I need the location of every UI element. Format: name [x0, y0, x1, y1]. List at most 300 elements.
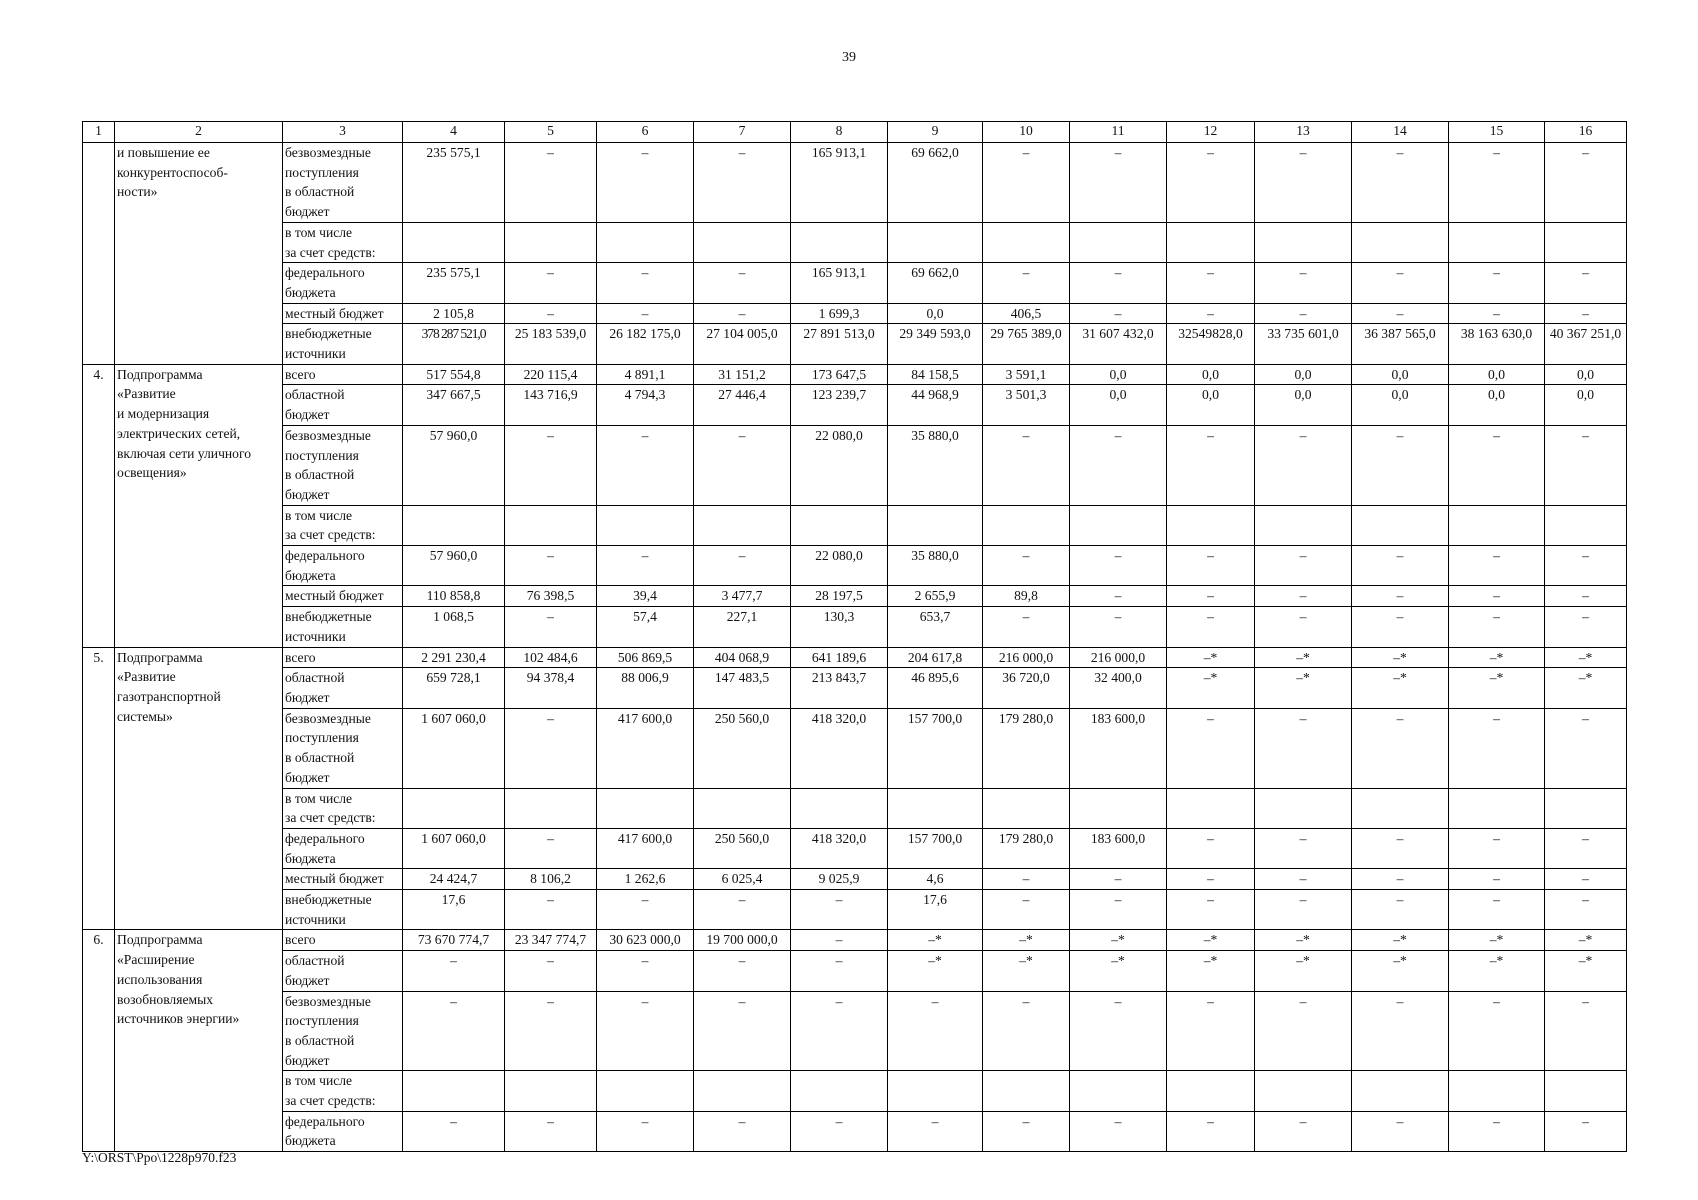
value-cell — [403, 788, 505, 828]
value-cell: 179 280,0 — [983, 828, 1070, 868]
value-cell: – — [1070, 1111, 1167, 1151]
funding-source-label: всего — [283, 647, 403, 668]
value-cell: – — [1352, 586, 1449, 607]
value-cell: –* — [1545, 647, 1627, 668]
value-cell: – — [505, 708, 597, 788]
column-number-header: 1 — [83, 122, 115, 143]
value-cell: – — [1545, 828, 1627, 868]
value-cell: 659 728,1 — [403, 668, 505, 708]
value-cell: 250 560,0 — [694, 828, 791, 868]
funding-source-label: внебюджетные источники — [283, 324, 403, 364]
value-cell — [694, 1071, 791, 1111]
value-cell: – — [505, 951, 597, 991]
value-cell: 22 080,0 — [791, 546, 888, 586]
value-cell — [403, 222, 505, 262]
funding-source-label: безвозмездные поступления в областной бюджет — [283, 143, 403, 223]
value-cell: 1 262,6 — [597, 869, 694, 890]
value-cell: 3 477,7 — [694, 586, 791, 607]
value-cell: – — [983, 143, 1070, 223]
value-cell: 417 600,0 — [597, 828, 694, 868]
value-cell: 27 891 513,0 — [791, 324, 888, 364]
value-cell: 165 913,1 — [791, 143, 888, 223]
value-cell: –* — [1449, 930, 1545, 951]
value-cell: 33 735 601,0 — [1255, 324, 1352, 364]
value-cell — [1255, 222, 1352, 262]
funding-source-label: областной бюджет — [283, 951, 403, 991]
value-cell: 30 623 000,0 — [597, 930, 694, 951]
table-row — [83, 263, 1627, 303]
value-cell: 76 398,5 — [505, 586, 597, 607]
subprogram-number: 4. — [83, 364, 115, 647]
table-row — [83, 647, 1627, 668]
value-cell: – — [1545, 991, 1627, 1071]
value-cell: –* — [1070, 951, 1167, 991]
value-cell: 143 716,9 — [505, 385, 597, 425]
value-cell: 378 287 521,0 — [403, 324, 505, 364]
value-cell: – — [1255, 890, 1352, 930]
value-cell: –* — [1167, 930, 1255, 951]
value-cell: – — [983, 1111, 1070, 1151]
value-cell: 216 000,0 — [1070, 647, 1167, 668]
value-cell — [1070, 1071, 1167, 1111]
value-cell: 235 575,1 — [403, 143, 505, 223]
value-cell — [597, 788, 694, 828]
value-cell: 1 607 060,0 — [403, 708, 505, 788]
value-cell: – — [1255, 708, 1352, 788]
value-cell: –* — [1352, 647, 1449, 668]
column-number-header: 16 — [1545, 122, 1627, 143]
value-cell: 0,0 — [1167, 364, 1255, 385]
value-cell: – — [1070, 586, 1167, 607]
value-cell: – — [1545, 869, 1627, 890]
column-number-header: 13 — [1255, 122, 1352, 143]
value-cell: – — [1070, 143, 1167, 223]
value-cell: – — [1255, 869, 1352, 890]
column-number-header: 11 — [1070, 122, 1167, 143]
value-cell: – — [694, 425, 791, 505]
value-cell: – — [694, 1111, 791, 1151]
funding-source-label: местный бюджет — [283, 586, 403, 607]
value-cell: – — [1449, 425, 1545, 505]
value-cell: – — [791, 930, 888, 951]
value-cell: – — [1070, 303, 1167, 324]
value-cell: 213 843,7 — [791, 668, 888, 708]
value-cell — [1070, 505, 1167, 545]
value-cell: 227,1 — [694, 607, 791, 647]
value-cell: – — [1352, 890, 1449, 930]
value-cell — [1545, 222, 1627, 262]
value-cell: 110 858,8 — [403, 586, 505, 607]
header-row — [83, 122, 1627, 143]
value-cell — [983, 505, 1070, 545]
value-cell — [791, 222, 888, 262]
table-row — [83, 708, 1627, 788]
value-cell: – — [1352, 303, 1449, 324]
value-cell: 406,5 — [983, 303, 1070, 324]
table-row — [83, 788, 1627, 828]
value-cell: – — [791, 991, 888, 1071]
value-cell: 39,4 — [597, 586, 694, 607]
value-cell: 2 655,9 — [888, 586, 983, 607]
value-cell: – — [1449, 991, 1545, 1071]
value-cell: 165 913,1 — [791, 263, 888, 303]
value-cell: –* — [888, 951, 983, 991]
value-cell: – — [694, 143, 791, 223]
value-cell: – — [403, 1111, 505, 1151]
value-cell — [1449, 505, 1545, 545]
value-cell: – — [1167, 425, 1255, 505]
value-cell: – — [1352, 991, 1449, 1071]
value-cell: – — [1449, 1111, 1545, 1151]
value-cell: 57 960,0 — [403, 425, 505, 505]
value-cell: 147 483,5 — [694, 668, 791, 708]
value-cell: 418 320,0 — [791, 828, 888, 868]
file-path-footer: Y:\ORST\Ppo\1228p970.f23 — [82, 1150, 237, 1165]
value-cell — [1352, 505, 1449, 545]
value-cell: 89,8 — [983, 586, 1070, 607]
value-cell: 1 607 060,0 — [403, 828, 505, 868]
value-cell: 250 560,0 — [694, 708, 791, 788]
column-number-header: 5 — [505, 122, 597, 143]
value-cell: –* — [1167, 951, 1255, 991]
value-cell: 4 794,3 — [597, 385, 694, 425]
value-cell: 0,0 — [1352, 364, 1449, 385]
value-cell: – — [505, 890, 597, 930]
value-cell: 130,3 — [791, 607, 888, 647]
table-row — [83, 222, 1627, 262]
value-cell — [888, 788, 983, 828]
value-cell: – — [505, 991, 597, 1071]
value-cell: 0,0 — [1070, 385, 1167, 425]
value-cell: 69 662,0 — [888, 143, 983, 223]
column-number-header: 10 — [983, 122, 1070, 143]
funding-source-label: в том числе за счет средств: — [283, 1071, 403, 1111]
value-cell — [597, 505, 694, 545]
value-cell: –* — [1255, 647, 1352, 668]
value-cell: 57 960,0 — [403, 546, 505, 586]
subprogram-number: 6. — [83, 930, 115, 1152]
value-cell: 179 280,0 — [983, 708, 1070, 788]
value-cell: – — [597, 425, 694, 505]
value-cell: – — [983, 869, 1070, 890]
value-cell: – — [1070, 425, 1167, 505]
value-cell: – — [1545, 890, 1627, 930]
value-cell: –* — [1255, 668, 1352, 708]
value-cell: 25 183 539,0 — [505, 324, 597, 364]
value-cell — [791, 788, 888, 828]
value-cell: – — [1545, 586, 1627, 607]
value-cell: 28 197,5 — [791, 586, 888, 607]
value-cell: – — [1449, 890, 1545, 930]
value-cell: 0,0 — [1545, 364, 1627, 385]
table-row — [83, 991, 1627, 1071]
value-cell: –* — [1545, 668, 1627, 708]
funding-source-label: федерального бюджета — [283, 546, 403, 586]
value-cell: 24 424,7 — [403, 869, 505, 890]
value-cell — [1255, 505, 1352, 545]
value-cell: – — [983, 546, 1070, 586]
value-cell: – — [505, 425, 597, 505]
value-cell: – — [1255, 1111, 1352, 1151]
value-cell — [1449, 222, 1545, 262]
value-cell: 204 617,8 — [888, 647, 983, 668]
table-row — [83, 828, 1627, 868]
table-row — [83, 930, 1627, 951]
value-cell: –* — [983, 930, 1070, 951]
value-cell: 19 700 000,0 — [694, 930, 791, 951]
column-number-header: 4 — [403, 122, 505, 143]
value-cell — [505, 505, 597, 545]
column-number-header: 6 — [597, 122, 694, 143]
value-cell: – — [1352, 546, 1449, 586]
value-cell: 0,0 — [1255, 364, 1352, 385]
value-cell: 506 869,5 — [597, 647, 694, 668]
subprogram-number — [83, 143, 115, 365]
value-cell: – — [597, 991, 694, 1071]
subprogram-name: Подпрограмма «Развитие и модернизация электрических сетей, включая сети уличного освещения» — [115, 364, 283, 647]
value-cell: 418 320,0 — [791, 708, 888, 788]
value-cell: – — [1167, 708, 1255, 788]
value-cell: –* — [1449, 951, 1545, 991]
value-cell: –* — [1167, 647, 1255, 668]
value-cell — [983, 1071, 1070, 1111]
value-cell — [1255, 788, 1352, 828]
value-cell: –* — [1352, 668, 1449, 708]
value-cell: – — [983, 263, 1070, 303]
value-cell: 0,0 — [1167, 385, 1255, 425]
value-cell — [1167, 222, 1255, 262]
funding-source-label: местный бюджет — [283, 303, 403, 324]
column-number-header: 3 — [283, 122, 403, 143]
value-cell: 36 720,0 — [983, 668, 1070, 708]
value-cell — [791, 1071, 888, 1111]
value-cell: – — [1070, 263, 1167, 303]
value-cell: – — [1167, 869, 1255, 890]
value-cell: – — [505, 263, 597, 303]
value-cell: 0,0 — [1545, 385, 1627, 425]
value-cell: – — [983, 425, 1070, 505]
value-cell: – — [1167, 1111, 1255, 1151]
table-row — [83, 505, 1627, 545]
value-cell — [1545, 505, 1627, 545]
value-cell: – — [1070, 890, 1167, 930]
value-cell: – — [505, 1111, 597, 1151]
value-cell: – — [1545, 708, 1627, 788]
value-cell: 6 025,4 — [694, 869, 791, 890]
value-cell: 517 554,8 — [403, 364, 505, 385]
funding-source-label: в том числе за счет средств: — [283, 788, 403, 828]
value-cell: – — [888, 991, 983, 1071]
value-cell: 17,6 — [888, 890, 983, 930]
value-cell: –* — [1352, 951, 1449, 991]
value-cell: – — [1545, 263, 1627, 303]
value-cell: – — [1070, 546, 1167, 586]
value-cell: – — [505, 303, 597, 324]
value-cell: – — [1545, 303, 1627, 324]
value-cell: 22 080,0 — [791, 425, 888, 505]
value-cell — [1255, 1071, 1352, 1111]
value-cell: 26 182 175,0 — [597, 324, 694, 364]
table-row — [83, 951, 1627, 991]
value-cell: –* — [888, 930, 983, 951]
value-cell: – — [597, 890, 694, 930]
value-cell: 8 106,2 — [505, 869, 597, 890]
value-cell: 235 575,1 — [403, 263, 505, 303]
value-cell — [403, 1071, 505, 1111]
value-cell: 641 189,6 — [791, 647, 888, 668]
value-cell: 653,7 — [888, 607, 983, 647]
subprogram-number: 5. — [83, 647, 115, 930]
value-cell: – — [694, 303, 791, 324]
value-cell: 2 291 230,4 — [403, 647, 505, 668]
value-cell: 31 607 432,0 — [1070, 324, 1167, 364]
value-cell: –* — [1167, 668, 1255, 708]
value-cell: – — [1352, 828, 1449, 868]
value-cell: – — [1255, 263, 1352, 303]
value-cell: 0,0 — [1449, 364, 1545, 385]
table-row — [83, 890, 1627, 930]
value-cell: – — [1167, 303, 1255, 324]
value-cell: 94 378,4 — [505, 668, 597, 708]
value-cell: 32549828,0 — [1167, 324, 1255, 364]
value-cell: – — [597, 263, 694, 303]
value-cell: 404 068,9 — [694, 647, 791, 668]
value-cell: 157 700,0 — [888, 828, 983, 868]
funding-source-label: внебюджетные источники — [283, 607, 403, 647]
value-cell: – — [505, 546, 597, 586]
value-cell: 3 591,1 — [983, 364, 1070, 385]
value-cell: – — [983, 607, 1070, 647]
funding-source-label: федерального бюджета — [283, 263, 403, 303]
value-cell: 102 484,6 — [505, 647, 597, 668]
value-cell — [1449, 788, 1545, 828]
column-number-header: 15 — [1449, 122, 1545, 143]
table-row — [83, 324, 1627, 364]
value-cell: 40 367 251,0 — [1545, 324, 1627, 364]
value-cell: – — [1352, 607, 1449, 647]
column-number-header: 7 — [694, 122, 791, 143]
value-cell: – — [983, 991, 1070, 1071]
value-cell: – — [888, 1111, 983, 1151]
value-cell: – — [1255, 303, 1352, 324]
value-cell — [1545, 1071, 1627, 1111]
table-row — [83, 586, 1627, 607]
table-row — [83, 869, 1627, 890]
value-cell: 35 880,0 — [888, 546, 983, 586]
table-row — [83, 607, 1627, 647]
column-number-header: 9 — [888, 122, 983, 143]
table-row — [83, 143, 1627, 223]
value-cell: 88 006,9 — [597, 668, 694, 708]
value-cell: 27 104 005,0 — [694, 324, 791, 364]
value-cell — [1352, 788, 1449, 828]
value-cell — [505, 222, 597, 262]
table-row — [83, 546, 1627, 586]
value-cell: – — [694, 546, 791, 586]
value-cell — [1352, 1071, 1449, 1111]
value-cell: – — [791, 890, 888, 930]
value-cell: –* — [1070, 930, 1167, 951]
value-cell: 2 105,8 — [403, 303, 505, 324]
value-cell: –* — [1449, 668, 1545, 708]
value-cell: –* — [1449, 647, 1545, 668]
value-cell: – — [1449, 586, 1545, 607]
value-cell: – — [597, 303, 694, 324]
value-cell — [1449, 1071, 1545, 1111]
budget-table — [82, 121, 1627, 1152]
value-cell: 123 239,7 — [791, 385, 888, 425]
value-cell — [1545, 788, 1627, 828]
value-cell: – — [1167, 890, 1255, 930]
value-cell: –* — [1545, 930, 1627, 951]
value-cell: 183 600,0 — [1070, 708, 1167, 788]
value-cell: – — [1167, 828, 1255, 868]
value-cell: 417 600,0 — [597, 708, 694, 788]
value-cell: 36 387 565,0 — [1352, 324, 1449, 364]
value-cell: 0,0 — [1070, 364, 1167, 385]
value-cell: – — [1449, 708, 1545, 788]
value-cell: 29 765 389,0 — [983, 324, 1070, 364]
value-cell: – — [1449, 143, 1545, 223]
value-cell: – — [597, 951, 694, 991]
value-cell: – — [694, 890, 791, 930]
page-number: 39 — [842, 50, 856, 65]
value-cell — [888, 1071, 983, 1111]
value-cell — [505, 788, 597, 828]
value-cell: 4 891,1 — [597, 364, 694, 385]
value-cell: 347 667,5 — [403, 385, 505, 425]
value-cell — [1167, 788, 1255, 828]
value-cell: 220 115,4 — [505, 364, 597, 385]
subprogram-name: Подпрограмма «Развитие газотранспортной системы» — [115, 647, 283, 930]
value-cell: 38 163 630,0 — [1449, 324, 1545, 364]
value-cell — [791, 505, 888, 545]
funding-source-label: федерального бюджета — [283, 828, 403, 868]
value-cell — [1167, 1071, 1255, 1111]
value-cell: 57,4 — [597, 607, 694, 647]
value-cell: – — [505, 828, 597, 868]
value-cell: – — [983, 890, 1070, 930]
value-cell: – — [1449, 607, 1545, 647]
value-cell: – — [694, 991, 791, 1071]
value-cell: – — [1255, 546, 1352, 586]
value-cell: – — [1545, 143, 1627, 223]
value-cell: – — [597, 546, 694, 586]
table-row — [83, 364, 1627, 385]
value-cell: 27 446,4 — [694, 385, 791, 425]
value-cell: –* — [1545, 951, 1627, 991]
value-cell — [1070, 222, 1167, 262]
value-cell: 32 400,0 — [1070, 668, 1167, 708]
funding-source-label: местный бюджет — [283, 869, 403, 890]
value-cell — [694, 505, 791, 545]
value-cell: 23 347 774,7 — [505, 930, 597, 951]
value-cell: 9 025,9 — [791, 869, 888, 890]
subprogram-name: Подпрограмма «Расширение использования возобновляемых источников энергии» — [115, 930, 283, 1152]
value-cell: – — [403, 951, 505, 991]
subprogram-name: и повышение ее конкурентоспособ- ности» — [115, 143, 283, 365]
value-cell: – — [1545, 425, 1627, 505]
value-cell — [1167, 505, 1255, 545]
value-cell: – — [597, 143, 694, 223]
value-cell: – — [1352, 869, 1449, 890]
table-row — [83, 385, 1627, 425]
value-cell: 29 349 593,0 — [888, 324, 983, 364]
column-number-header: 14 — [1352, 122, 1449, 143]
value-cell: 157 700,0 — [888, 708, 983, 788]
value-cell: – — [1545, 1111, 1627, 1151]
value-cell: – — [1449, 828, 1545, 868]
